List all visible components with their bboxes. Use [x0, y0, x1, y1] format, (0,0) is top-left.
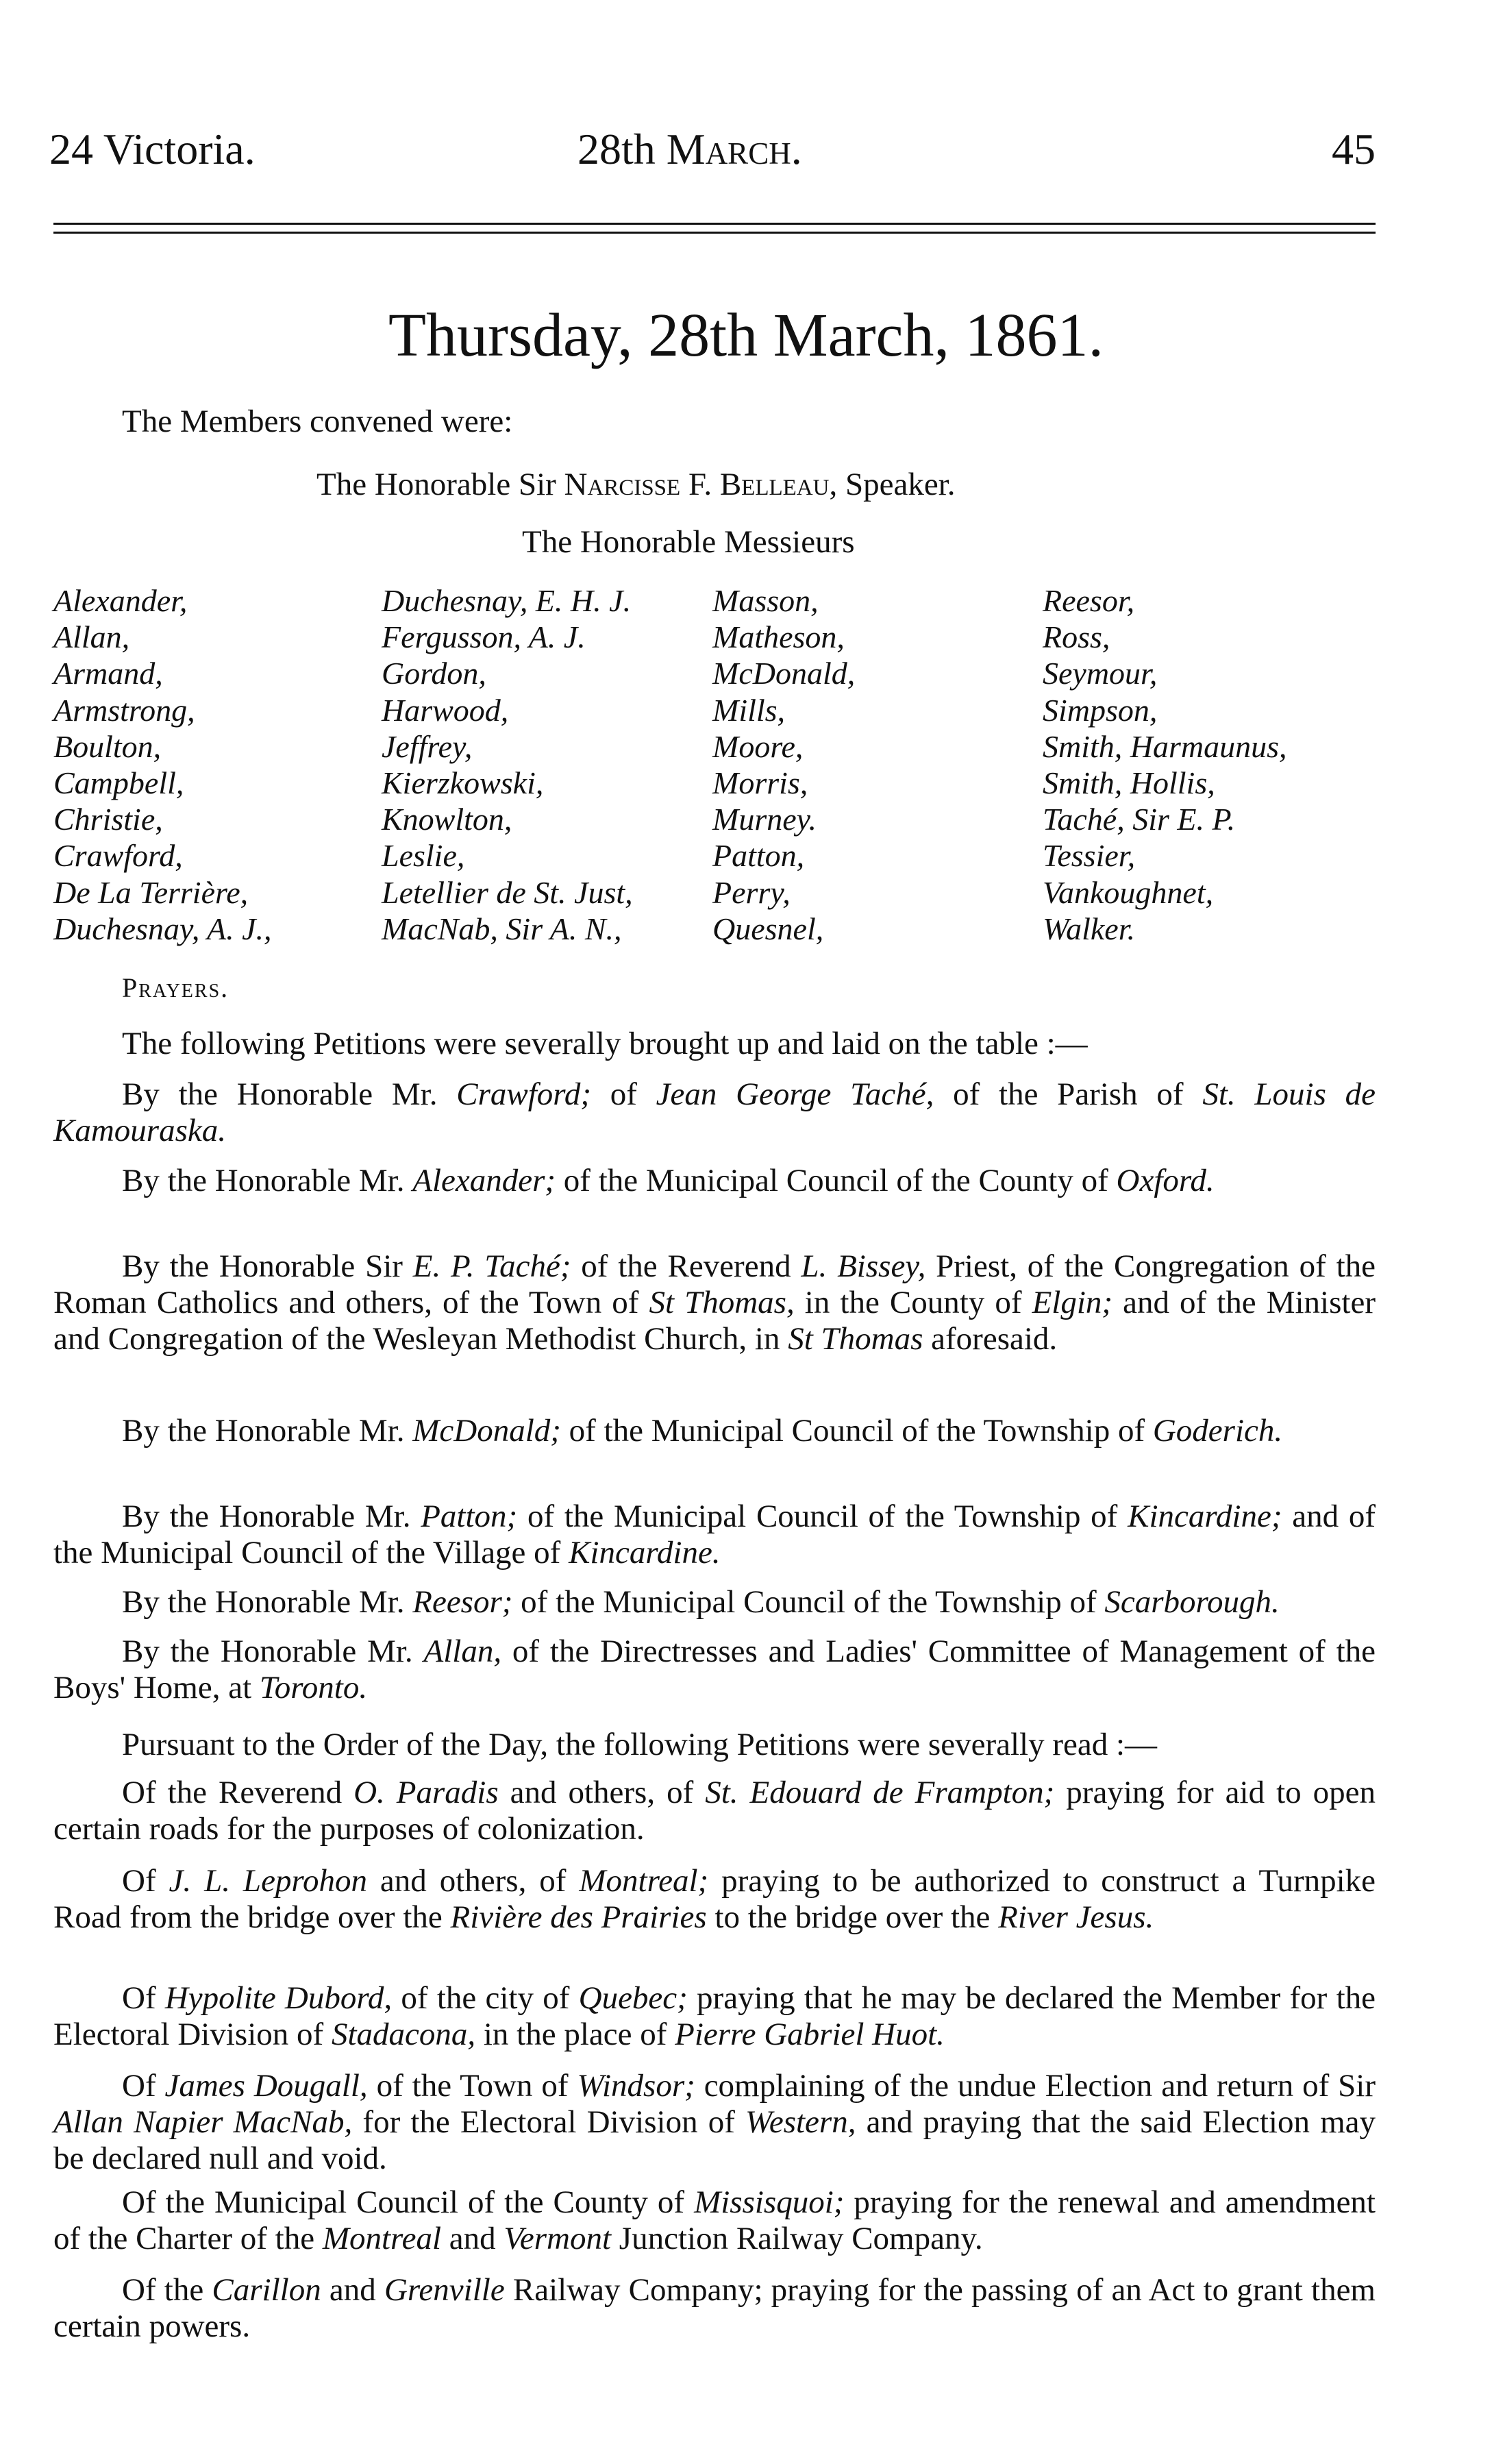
- place-ref: Quebec;: [578, 1980, 688, 2016]
- petition-text: and: [441, 2221, 504, 2256]
- petition-text: and of the Municipal Council of the Village of: [53, 1499, 1376, 1570]
- person-ref: Pierre Gabriel Huot.: [675, 2017, 945, 2052]
- member-name: Reesor,: [1043, 583, 1135, 618]
- petition-text: By the Honorable Mr.: [122, 1413, 413, 1449]
- place-ref: St Thomas,: [649, 1285, 795, 1320]
- place-ref: Kincardine;: [1128, 1499, 1282, 1534]
- petition-text: Junction Railway Company.: [611, 2221, 983, 2256]
- member-name: Quesnel,: [712, 911, 824, 946]
- member-name: Alexander,: [53, 583, 188, 618]
- member-name: Perry,: [712, 874, 791, 910]
- petition-text: and: [321, 2272, 384, 2308]
- member-name: Patton,: [712, 838, 805, 874]
- petition-text: aforesaid.: [923, 1321, 1058, 1357]
- petition-text: By the Honorable Mr.: [122, 1634, 424, 1669]
- place-ref: Oxford.: [1116, 1163, 1215, 1198]
- member-name: Morris,: [712, 765, 808, 801]
- read-petition-entry: [53, 1863, 1376, 1936]
- members-column-2: [382, 582, 633, 947]
- petition-text: praying that he may be declared the Member for the Electoral Division of: [53, 1980, 1376, 2052]
- petition-text: of the Town of: [367, 2068, 577, 2104]
- member-name: Smith, Hollis,: [1043, 765, 1215, 801]
- member-name: De La Terrière,: [53, 874, 249, 910]
- member-name: Armstrong,: [53, 692, 195, 728]
- member-name: Vankoughnet,: [1043, 874, 1214, 910]
- member-name: Crawford,: [53, 838, 183, 874]
- running-head-regnal-year: 24 Victoria.: [49, 125, 256, 173]
- place-ref: Western,: [745, 2104, 856, 2140]
- petition-text: in the County of: [794, 1285, 1032, 1320]
- member-name: Leslie,: [382, 838, 465, 874]
- member-name: Armand,: [53, 656, 163, 691]
- place-ref: Kincardine.: [569, 1535, 721, 1570]
- place-ref: Stadacona,: [331, 2017, 476, 2052]
- petition-text: of: [590, 1076, 656, 1112]
- member-name: Seymour,: [1043, 656, 1158, 691]
- place-ref: Toronto.: [259, 1670, 368, 1705]
- petition-entry: [53, 1584, 1376, 1621]
- petition-text: Of the Municipal Council of the County of: [122, 2184, 695, 2220]
- member-name: Tessier,: [1043, 838, 1136, 874]
- place-ref: St. Edouard de Frampton;: [705, 1775, 1055, 1810]
- petitions-intro: The following Petitions were severally brought up and laid on the table :—: [122, 1026, 1088, 1061]
- place-ref: Elgin;: [1032, 1285, 1113, 1320]
- petition-text: of the Parish of: [934, 1076, 1203, 1112]
- petition-text: and others, of: [366, 1863, 580, 1899]
- member-name: Ross,: [1043, 619, 1110, 655]
- person-ref: Allan Napier MacNab,: [53, 2104, 353, 2140]
- place-ref: Missisquoi;: [694, 2184, 845, 2220]
- place-ref: Rivière des Prairies: [450, 1899, 707, 1935]
- member-name: Christie,: [53, 802, 163, 837]
- petition-text: in the place of: [475, 2017, 675, 2052]
- petitioner-ref: J. L. Leprohon: [169, 1863, 367, 1899]
- member-name: Walker.: [1043, 911, 1136, 946]
- page-number: 45: [1332, 125, 1376, 173]
- petition-entry: [53, 1499, 1376, 1571]
- place-ref: St Thomas: [788, 1321, 923, 1357]
- member-name: Jeffrey,: [382, 728, 473, 764]
- petition-text: Of: [122, 1863, 169, 1899]
- member-name: Smith, Harmaunus,: [1043, 728, 1287, 764]
- member-name: Moore,: [712, 728, 804, 764]
- member-ref: Crawford;: [456, 1076, 591, 1112]
- petition-text: of the Reverend: [571, 1248, 801, 1284]
- header-rule-top: [53, 223, 1376, 225]
- petition-text: of the Municipal Council of the Township of: [512, 1584, 1105, 1620]
- petition-text: to the bridge over the: [706, 1899, 999, 1935]
- place-ref: Vermont: [503, 2221, 612, 2256]
- member-name: Taché, Sir E. P.: [1043, 802, 1236, 837]
- member-name: Simpson,: [1043, 692, 1158, 728]
- member-ref: E. P. Taché;: [412, 1248, 571, 1284]
- member-name: Knowlton,: [382, 802, 512, 837]
- member-name: Mills,: [712, 692, 786, 728]
- petition-text: By the Honorable Mr.: [122, 1499, 421, 1534]
- petition-text: Of: [122, 1980, 165, 2016]
- running-head-date: [577, 127, 802, 171]
- petition-text: of the city of: [392, 1980, 579, 2016]
- petition-text: complaining of the undue Election and return of Sir: [695, 2068, 1376, 2104]
- member-name: Allan,: [53, 619, 130, 655]
- read-petition-entry: [53, 2068, 1376, 2177]
- petition-entry: [53, 1413, 1376, 1449]
- read-petitions-intro: Pursuant to the Order of the Day, the following Petitions were severally read :—: [122, 1727, 1157, 1762]
- petition-text: praying for aid to open certain roads for the purposes of colonization.: [53, 1775, 1376, 1847]
- petition-entry: [53, 1163, 1376, 1199]
- place-ref: Scarborough.: [1104, 1584, 1280, 1620]
- read-petition-entry: [53, 1775, 1376, 1847]
- messieurs-heading: The Honorable Messieurs: [522, 524, 855, 560]
- petitioner-ref: L. Bissey,: [801, 1248, 926, 1284]
- member-ref: Alexander;: [412, 1163, 556, 1198]
- place-ref: Windsor;: [577, 2068, 695, 2104]
- member-name: Gordon,: [382, 656, 486, 691]
- running-head-month: March.: [666, 125, 802, 173]
- petitioner-ref: James Dougall,: [164, 2068, 368, 2104]
- place-ref: St. Louis de Kamouraska.: [53, 1076, 1376, 1148]
- read-petition-entry: [53, 1980, 1376, 2053]
- petition-text: By the Honorable Mr.: [122, 1584, 413, 1620]
- member-ref: McDonald;: [412, 1413, 561, 1449]
- member-name: Duchesnay, E. H. J.: [382, 583, 632, 618]
- member-name: Matheson,: [712, 619, 845, 655]
- petition-text: By the Honorable Mr.: [122, 1076, 457, 1112]
- members-convened-line: The Members convened were:: [122, 404, 513, 439]
- petition-entry: [53, 1248, 1376, 1357]
- petition-text: of the Municipal Council of the County of: [556, 1163, 1117, 1198]
- members-column-1: [53, 582, 272, 947]
- place-ref: River Jesus.: [998, 1899, 1154, 1935]
- member-name: Fergusson, A. J.: [382, 619, 586, 655]
- place-ref: Goderich.: [1152, 1413, 1283, 1449]
- petitioner-ref: O. Paradis: [353, 1775, 499, 1810]
- member-name: Campbell,: [53, 765, 184, 801]
- speaker-prefix: The Honorable Sir: [316, 467, 564, 502]
- read-petition-entry: [53, 2272, 1376, 2345]
- members-column-4: [1043, 582, 1287, 947]
- member-name: Boulton,: [53, 728, 162, 764]
- petitioner-ref: Jean George Taché,: [656, 1076, 934, 1112]
- running-head-day: 28th: [577, 125, 667, 173]
- petition-text: Railway Company; praying for the passing of an Act to grant them certain powers.: [53, 2272, 1376, 2344]
- speaker-name: Narcisse F. Belleau: [564, 467, 830, 502]
- read-petition-entry: [53, 2184, 1376, 2257]
- date-heading: Thursday, 28th March, 1861.: [388, 301, 1104, 369]
- petition-text: Of the: [122, 2272, 212, 2308]
- petition-entry: [53, 1076, 1376, 1149]
- place-ref: Montreal: [322, 2221, 442, 2256]
- place-ref: Montreal;: [579, 1863, 709, 1899]
- header-rule-bottom: [53, 232, 1376, 234]
- petition-text: and others, of: [498, 1775, 706, 1810]
- member-name: MacNab, Sir A. N.,: [382, 911, 622, 946]
- place-ref: Grenville: [384, 2272, 505, 2308]
- members-column-3: [712, 582, 855, 947]
- member-ref: Allan,: [423, 1634, 502, 1669]
- member-name: Murney.: [712, 802, 817, 837]
- member-name: Letellier de St. Just,: [382, 874, 633, 910]
- petition-text: By the Honorable Sir: [122, 1248, 413, 1284]
- prayers-heading: Prayers.: [122, 972, 229, 1003]
- petition-text: Of the Reverend: [122, 1775, 354, 1810]
- petition-text: praying to be authorized to construct a Turnpike Road from the bridge over the: [53, 1863, 1376, 1935]
- member-name: Harwood,: [382, 692, 509, 728]
- petition-text: Of: [122, 2068, 165, 2104]
- petition-text: and praying that the said Election may be declared null and void.: [53, 2104, 1376, 2176]
- petition-text: for the Electoral Division of: [352, 2104, 746, 2140]
- place-ref: Carillon: [212, 2272, 321, 2308]
- speaker-line: [316, 469, 956, 501]
- petition-text: of the Municipal Council of the Township of: [560, 1413, 1153, 1449]
- petition-text: and of the Minister and Congregation of the Wesleyan Methodist Church, in: [53, 1285, 1376, 1357]
- petition-text: By the Honorable Mr.: [122, 1163, 413, 1198]
- member-ref: Patton;: [421, 1499, 518, 1534]
- petition-text: of the Municipal Council of the Township of: [517, 1499, 1128, 1534]
- member-ref: Reesor;: [412, 1584, 513, 1620]
- member-name: McDonald,: [712, 656, 856, 691]
- speaker-suffix: , Speaker.: [829, 467, 956, 502]
- petition-text: praying for the renewal and amendment of the Charter of the: [53, 2184, 1376, 2256]
- petition-entry: [53, 1634, 1376, 1706]
- member-name: Masson,: [712, 583, 819, 618]
- petitioner-ref: Hypolite Dubord,: [164, 1980, 393, 2016]
- petition-text: Priest, of the Congregation of the Roman Catholics and others, of the Town of: [53, 1248, 1376, 1320]
- petition-text: of the Directresses and Ladies' Committee of Management of the Boys' Home, at: [53, 1634, 1376, 1705]
- member-name: Duchesnay, A. J.,: [53, 911, 272, 946]
- member-name: Kierzkowski,: [382, 765, 544, 801]
